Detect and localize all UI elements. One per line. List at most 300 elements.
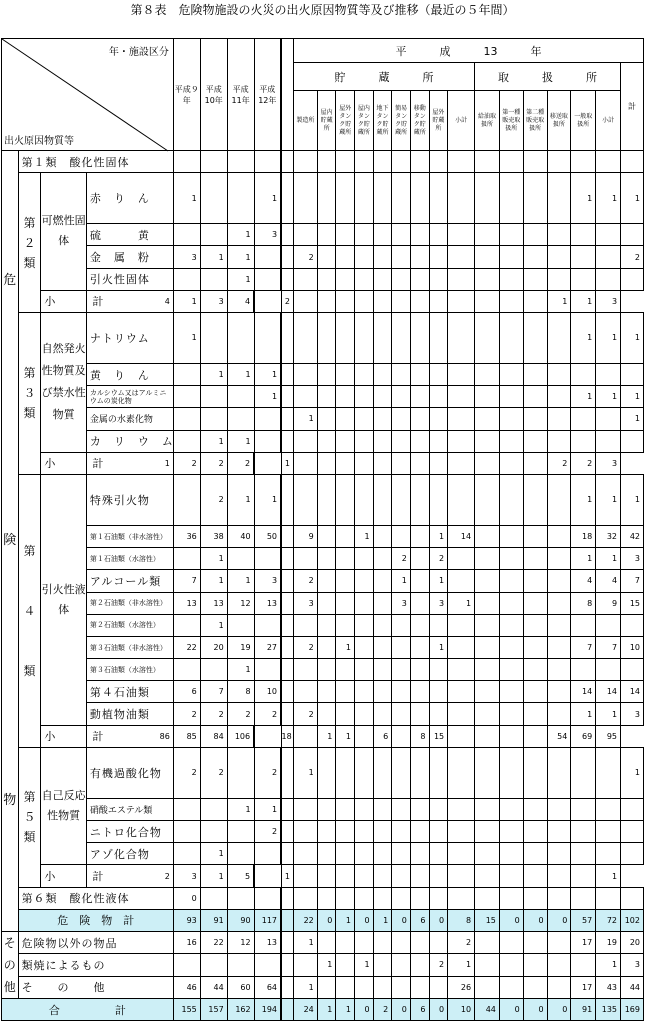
value-cell <box>547 954 571 976</box>
row-label: ナトリウム <box>86 312 173 363</box>
table-row <box>2 976 644 998</box>
spacer-cell <box>281 268 293 290</box>
value-cell <box>293 364 317 386</box>
value-cell <box>571 659 596 681</box>
value-cell: 15 <box>475 909 500 931</box>
value-cell <box>355 865 374 887</box>
table-row <box>2 151 644 173</box>
value-cell <box>317 592 336 614</box>
value-cell <box>429 290 448 312</box>
value-cell <box>173 659 200 681</box>
value-cell <box>392 725 411 747</box>
value-cell: 0 <box>355 999 374 1021</box>
value-cell <box>429 474 448 525</box>
value-cell <box>373 976 392 998</box>
value-cell <box>317 474 336 525</box>
spacer-cell <box>281 408 293 430</box>
value-cell: 42 <box>621 525 644 547</box>
row-label: 危険物以外の物品 <box>18 932 173 954</box>
value-cell <box>475 525 500 547</box>
value-cell <box>499 570 523 592</box>
value-cell: 155 <box>173 999 200 1021</box>
value-cell <box>547 173 571 224</box>
value-cell <box>475 725 500 747</box>
value-cell: 1 <box>596 954 621 976</box>
value-cell <box>571 614 596 636</box>
value-cell <box>355 224 374 246</box>
group-c3: 第３類 <box>18 312 41 474</box>
value-cell <box>448 747 475 798</box>
value-cell <box>200 821 227 843</box>
value-cell: 32 <box>596 525 621 547</box>
table-row <box>2 268 644 290</box>
value-cell <box>523 659 547 681</box>
value-cell: 12 <box>227 592 254 614</box>
table-row <box>2 843 644 865</box>
value-cell: 1 <box>254 364 281 386</box>
value-cell: 2 <box>392 548 411 570</box>
group-c3-sub: 自然発火性物質及び禁水性物質 <box>41 312 87 452</box>
value-cell <box>392 430 411 452</box>
value-cell <box>523 954 547 976</box>
value-cell: 1 <box>227 570 254 592</box>
value-cell: 2 <box>571 452 596 474</box>
value-cell: 14 <box>571 681 596 703</box>
value-cell <box>227 843 254 865</box>
row-label: 第１類 酸化性固体 <box>18 151 173 173</box>
value-cell <box>392 224 411 246</box>
value-cell <box>392 364 411 386</box>
value-cell: 1 <box>200 430 227 452</box>
value-cell <box>596 408 621 430</box>
value-cell <box>448 681 475 703</box>
value-cell <box>373 681 392 703</box>
value-cell <box>355 659 374 681</box>
value-cell <box>373 151 392 173</box>
value-cell: 2 <box>173 747 200 798</box>
value-cell: 57 <box>571 909 596 931</box>
row-label: 硫 黄 <box>86 224 173 246</box>
value-cell <box>448 430 475 452</box>
value-cell <box>499 474 523 525</box>
spacer-cell <box>281 614 293 636</box>
value-cell <box>499 151 523 173</box>
value-cell <box>429 703 448 725</box>
value-cell <box>392 452 411 474</box>
value-cell <box>475 747 500 798</box>
value-cell <box>547 843 571 865</box>
value-cell <box>373 887 392 909</box>
value-cell: 1 <box>227 659 254 681</box>
value-cell <box>410 474 429 525</box>
table-row <box>2 570 644 592</box>
value-cell <box>475 290 500 312</box>
value-cell <box>523 681 547 703</box>
header-year: 平成12年 <box>254 39 281 151</box>
value-cell <box>227 747 254 798</box>
table-row <box>2 614 644 636</box>
value-cell <box>317 659 336 681</box>
value-cell: 3 <box>173 865 200 887</box>
value-cell <box>392 525 411 547</box>
value-cell: 18 <box>281 725 293 747</box>
value-cell <box>621 614 644 636</box>
value-cell <box>317 364 336 386</box>
value-cell <box>355 268 374 290</box>
value-cell <box>475 173 500 224</box>
header-year: 平成10年 <box>200 39 227 151</box>
value-cell <box>499 887 523 909</box>
value-cell <box>227 386 254 408</box>
value-cell: 1 <box>621 386 644 408</box>
value-cell <box>523 430 547 452</box>
spacer-cell <box>281 747 293 798</box>
value-cell <box>355 976 374 998</box>
value-cell <box>410 312 429 363</box>
value-cell <box>499 681 523 703</box>
value-cell <box>448 636 475 658</box>
spacer-cell <box>281 843 293 865</box>
value-cell <box>200 312 227 363</box>
value-cell <box>392 151 411 173</box>
value-cell <box>410 865 429 887</box>
value-cell <box>523 592 547 614</box>
row-label: 第１石油類（非水溶性） <box>86 525 173 547</box>
value-cell <box>448 887 475 909</box>
value-cell <box>317 268 336 290</box>
value-cell: 95 <box>596 725 621 747</box>
value-cell <box>317 312 336 363</box>
value-cell <box>317 173 336 224</box>
value-cell <box>547 932 571 954</box>
header-col: 地下タンク貯蔵所 <box>373 91 392 151</box>
value-cell <box>410 636 429 658</box>
value-cell: 1 <box>429 570 448 592</box>
value-cell: 46 <box>173 976 200 998</box>
value-cell <box>410 798 429 820</box>
table-row <box>2 865 644 887</box>
value-cell: 1 <box>281 865 293 887</box>
value-cell: 1 <box>227 224 254 246</box>
value-cell <box>499 430 523 452</box>
value-cell <box>336 408 355 430</box>
value-cell: 3 <box>392 592 411 614</box>
value-cell <box>392 843 411 865</box>
value-cell <box>499 290 523 312</box>
table-row <box>2 224 644 246</box>
group-sonota: その他 <box>2 932 19 999</box>
value-cell <box>254 954 281 976</box>
value-cell: 2 <box>429 548 448 570</box>
value-cell: 43 <box>596 976 621 998</box>
value-cell <box>173 798 200 820</box>
value-cell <box>475 798 500 820</box>
value-cell <box>373 636 392 658</box>
value-cell <box>392 747 411 798</box>
value-cell <box>336 474 355 525</box>
value-cell <box>392 681 411 703</box>
value-cell: 3 <box>293 592 317 614</box>
value-cell <box>293 224 317 246</box>
value-cell <box>293 798 317 820</box>
value-cell: 0 <box>499 999 523 1021</box>
header-col: 屋外タンク貯蔵所 <box>336 91 355 151</box>
value-cell: 84 <box>200 725 227 747</box>
value-cell <box>571 821 596 843</box>
value-cell <box>499 173 523 224</box>
value-cell <box>227 548 254 570</box>
value-cell: 0 <box>547 999 571 1021</box>
value-cell <box>475 887 500 909</box>
value-cell: 2 <box>448 932 475 954</box>
value-cell <box>355 614 374 636</box>
value-cell: 169 <box>621 999 644 1021</box>
value-cell <box>523 290 547 312</box>
value-cell: 2 <box>621 246 644 268</box>
value-cell <box>392 246 411 268</box>
value-cell: 13 <box>254 932 281 954</box>
value-cell: 3 <box>254 224 281 246</box>
spacer-cell <box>281 681 293 703</box>
value-cell <box>523 173 547 224</box>
value-cell: 2 <box>86 865 173 887</box>
value-cell: 6 <box>410 999 429 1021</box>
value-cell <box>499 408 523 430</box>
value-cell <box>571 747 596 798</box>
value-cell <box>571 151 596 173</box>
value-cell <box>336 173 355 224</box>
value-cell <box>336 246 355 268</box>
value-cell: 90 <box>227 909 254 931</box>
value-cell <box>355 887 374 909</box>
header-col: 製造所 <box>293 91 317 151</box>
value-cell <box>355 364 374 386</box>
header-year: 平成11年 <box>227 39 254 151</box>
value-cell <box>499 525 523 547</box>
spacer-cell <box>281 474 293 525</box>
value-cell <box>293 954 317 976</box>
spacer-cell <box>281 821 293 843</box>
value-cell <box>293 659 317 681</box>
value-cell <box>200 798 227 820</box>
value-cell: 2 <box>227 703 254 725</box>
value-cell: 1 <box>596 312 621 363</box>
value-cell: 18 <box>571 525 596 547</box>
value-cell: 2 <box>173 452 200 474</box>
value-cell: 1 <box>86 452 173 474</box>
value-cell <box>355 570 374 592</box>
value-cell <box>621 364 644 386</box>
value-cell <box>429 865 448 887</box>
value-cell <box>254 246 281 268</box>
value-cell: 22 <box>293 909 317 931</box>
value-cell <box>254 312 281 363</box>
header-col: 給油取扱所 <box>475 91 500 151</box>
value-cell <box>547 525 571 547</box>
value-cell <box>621 224 644 246</box>
value-cell <box>173 151 200 173</box>
value-cell <box>429 246 448 268</box>
value-cell <box>373 821 392 843</box>
value-cell <box>355 408 374 430</box>
value-cell <box>523 548 547 570</box>
value-cell: 0 <box>392 999 411 1021</box>
value-cell <box>475 976 500 998</box>
row-label: 合 計 <box>2 999 174 1021</box>
value-cell <box>621 887 644 909</box>
value-cell <box>373 452 392 474</box>
value-cell <box>448 408 475 430</box>
value-cell: 0 <box>499 909 523 931</box>
table-row <box>2 798 644 820</box>
value-cell: 1 <box>173 312 200 363</box>
value-cell <box>200 887 227 909</box>
value-cell <box>523 474 547 525</box>
value-cell <box>293 173 317 224</box>
value-cell <box>448 843 475 865</box>
value-cell: 2 <box>293 636 317 658</box>
value-cell <box>317 887 336 909</box>
value-cell <box>336 614 355 636</box>
value-cell <box>336 224 355 246</box>
value-cell <box>621 798 644 820</box>
value-cell <box>373 312 392 363</box>
value-cell: 135 <box>596 999 621 1021</box>
value-cell <box>448 798 475 820</box>
value-cell: 3 <box>200 290 227 312</box>
table-row <box>2 999 644 1021</box>
value-cell <box>429 747 448 798</box>
value-cell: 17 <box>571 932 596 954</box>
value-cell <box>410 151 429 173</box>
row-label: 引火性固体 <box>86 268 173 290</box>
value-cell: 24 <box>293 999 317 1021</box>
value-cell: 1 <box>596 548 621 570</box>
value-cell <box>475 452 500 474</box>
value-cell: 1 <box>200 614 227 636</box>
value-cell <box>254 614 281 636</box>
value-cell: 2 <box>200 474 227 525</box>
group-c5-sub: 自己反応性物質 <box>41 747 87 865</box>
value-cell <box>429 659 448 681</box>
value-cell <box>410 614 429 636</box>
value-cell: 72 <box>596 909 621 931</box>
row-label: アゾ化合物 <box>86 843 173 865</box>
value-cell: 1 <box>200 865 227 887</box>
value-cell <box>499 592 523 614</box>
value-cell <box>392 932 411 954</box>
value-cell <box>336 703 355 725</box>
value-cell <box>392 614 411 636</box>
table-row <box>2 173 644 224</box>
value-cell <box>373 430 392 452</box>
value-cell: 44 <box>200 976 227 998</box>
value-cell <box>410 821 429 843</box>
value-cell <box>475 268 500 290</box>
value-cell: 36 <box>173 525 200 547</box>
value-cell: 1 <box>448 954 475 976</box>
value-cell: 0 <box>317 909 336 931</box>
spacer-cell <box>281 703 293 725</box>
value-cell: 44 <box>621 976 644 998</box>
value-cell: 44 <box>475 999 500 1021</box>
value-cell <box>373 386 392 408</box>
group-c2: 第２類 <box>18 173 41 313</box>
row-label: 動植物油類 <box>86 703 173 725</box>
value-cell: 4 <box>571 570 596 592</box>
value-cell <box>475 364 500 386</box>
value-cell: 1 <box>254 386 281 408</box>
value-cell <box>173 821 200 843</box>
value-cell: 1 <box>227 268 254 290</box>
value-cell: 2 <box>227 452 254 474</box>
value-cell <box>523 798 547 820</box>
value-cell <box>410 932 429 954</box>
value-cell <box>448 821 475 843</box>
value-cell <box>227 151 254 173</box>
value-cell <box>547 386 571 408</box>
value-cell <box>429 932 448 954</box>
value-cell <box>429 976 448 998</box>
value-cell: 2 <box>200 703 227 725</box>
value-cell: 1 <box>227 246 254 268</box>
value-cell: 9 <box>596 592 621 614</box>
value-cell <box>410 887 429 909</box>
value-cell <box>499 268 523 290</box>
value-cell <box>410 747 429 798</box>
value-cell <box>200 173 227 224</box>
value-cell <box>523 312 547 363</box>
value-cell <box>429 364 448 386</box>
value-cell: 1 <box>392 570 411 592</box>
table-row <box>2 725 644 747</box>
value-cell <box>392 408 411 430</box>
value-cell <box>336 798 355 820</box>
value-cell <box>293 548 317 570</box>
value-cell <box>571 843 596 865</box>
value-cell <box>621 843 644 865</box>
value-cell <box>317 976 336 998</box>
value-cell <box>475 408 500 430</box>
value-cell: 6 <box>373 725 392 747</box>
value-cell <box>523 821 547 843</box>
header-col: 第一種販売取扱所 <box>499 91 523 151</box>
value-cell: 60 <box>227 976 254 998</box>
value-cell <box>293 312 317 363</box>
value-cell <box>571 246 596 268</box>
value-cell <box>373 525 392 547</box>
value-cell: 2 <box>200 452 227 474</box>
value-cell: 4 <box>596 570 621 592</box>
value-cell <box>429 408 448 430</box>
value-cell <box>621 151 644 173</box>
value-cell: 1 <box>227 364 254 386</box>
value-cell <box>355 821 374 843</box>
value-cell: 2 <box>254 747 281 798</box>
value-cell <box>227 954 254 976</box>
group-c4: 第４類 <box>18 474 41 747</box>
value-cell <box>293 887 317 909</box>
row-label: 危 険 物 計 <box>18 909 173 931</box>
value-cell <box>373 224 392 246</box>
value-cell: 93 <box>173 909 200 931</box>
value-cell <box>523 364 547 386</box>
row-label: 有機過酸化物 <box>86 747 173 798</box>
value-cell <box>475 570 500 592</box>
value-cell <box>336 592 355 614</box>
value-cell <box>373 798 392 820</box>
value-cell: 91 <box>571 999 596 1021</box>
